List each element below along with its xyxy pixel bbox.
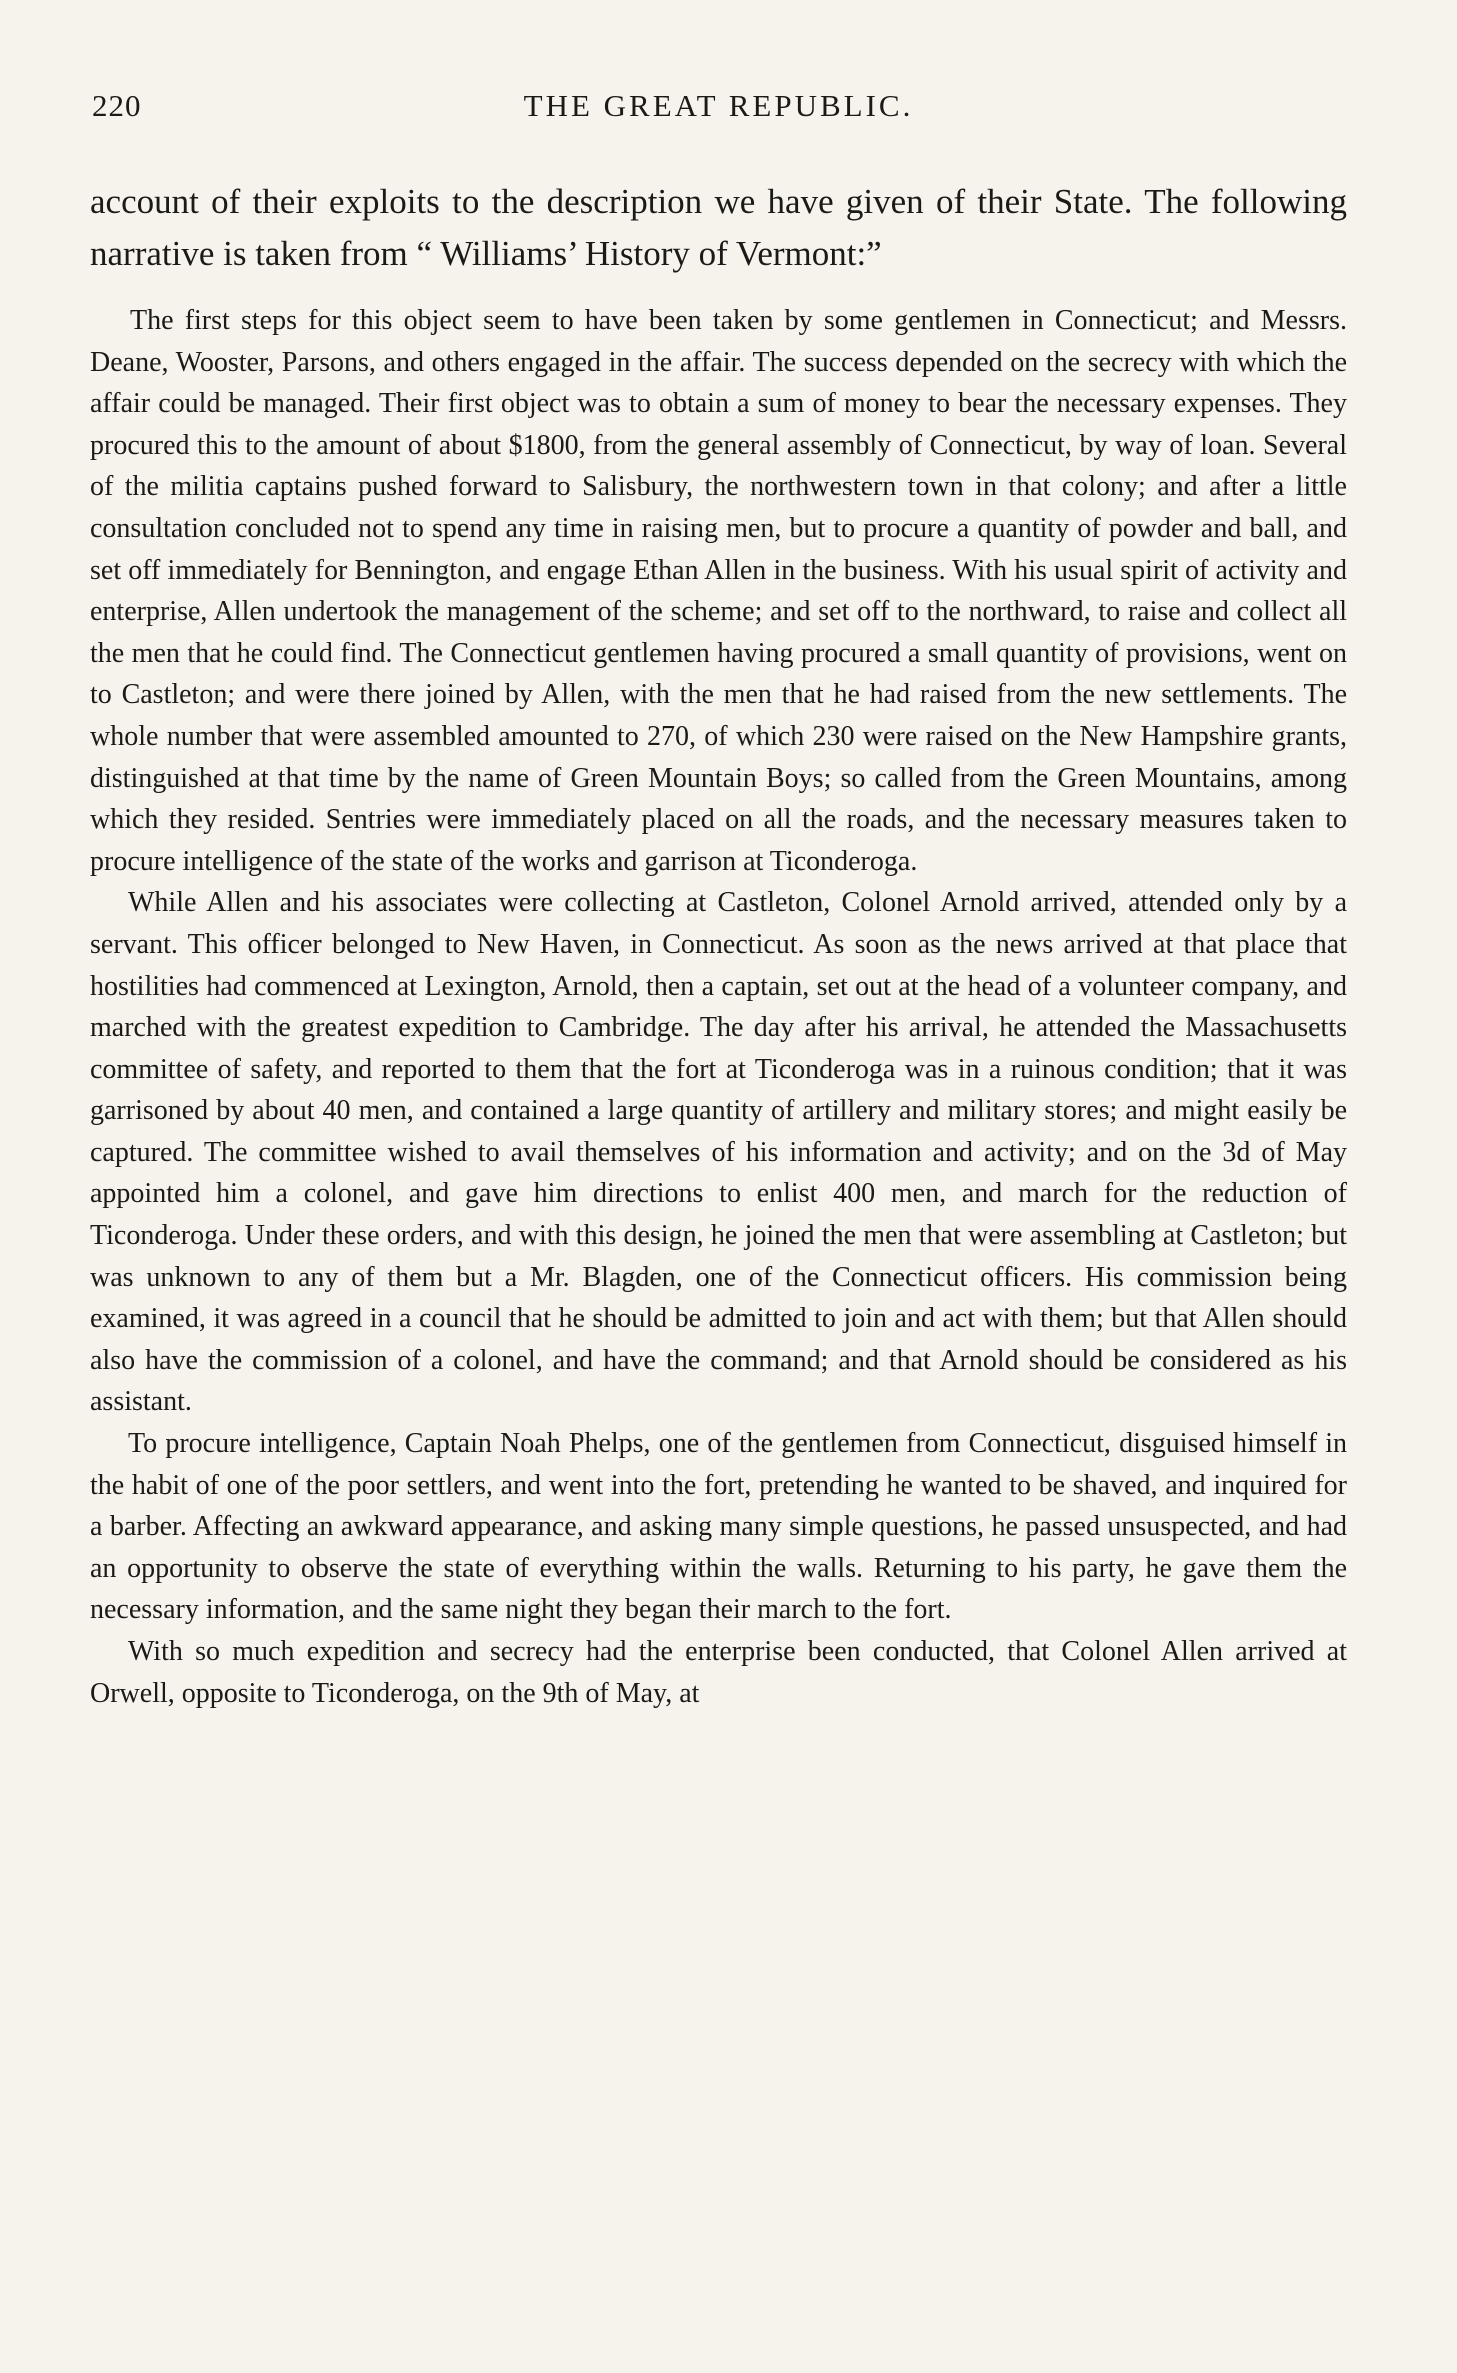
intro-paragraph: account of their exploits to the description we have given of their State. The following narrative is taken from “ Williams’ History of Vermont:”	[90, 182, 1347, 273]
page-number: 220	[92, 88, 142, 123]
running-title: THE GREAT REPUBLIC.	[523, 88, 914, 123]
page-header	[90, 88, 1347, 128]
quoted-narrative	[90, 300, 1347, 1714]
narrative-paragraph: While Allen and his associates were collecting at Castleton, Colonel Arnold arrived, attended only by a servant. This officer belonged to New Haven, in Connecticut. As soon as the news arrived at that place that hostilities had commenced at Lexington, Arnold, then a captain, set out at the head of a volunteer company, and marched with the greatest expedition to Cambridge. The day after his arrival, he attended the Massachusetts committee of safety, and reported to them that the fort at Ticonderoga was in a ruinous condition; that it was garrisoned by about 40 men, and contained a large quantity of artillery and military stores; and might easily be captured. The committee wished to avail themselves of his information and activity; and on the 3d of May appointed him a colonel, and gave him directions to enlist 400 men, and march for the reduction of Ticonderoga. Under these orders, and with this design, he joined the men that were assembling at Castleton; but was unknown to any of them but a Mr. Blagden, one of the Connecticut officers. His commission being examined, it was agreed in a council that he should be admitted to join and act with them; but that Allen should also have the commission of a colonel, and have the command; and that Arnold should be considered as his assistant.	[90, 887, 1347, 1418]
narrative-paragraph: To procure intelligence, Captain Noah Phelps, one of the gentlemen from Connecticut, disguised himself in the habit of one of the poor settlers, and went into the fort, pretending he wanted to be shaved, and inquired for a barber. Affecting an awkward appearance, and asking many simple questions, he passed unsuspected, and had an opportunity to observe the state of everything within the walls. Returning to his party, he gave them the necessary information, and the same night they began their march to the fort.	[90, 1428, 1347, 1626]
narrative-paragraph: With so much expedition and secrecy had the enterprise been conducted, that Colonel Allen arrived at Orwell, opposite to Ticonderoga, on the 9th of May, at	[90, 1636, 1347, 1709]
narrative-paragraph: The first steps for this object seem to have been taken by some gentlemen in Connecticut; and Messrs. Deane, Wooster, Parsons, and others engaged in the affair. The success depended on the secrecy with which the affair could be managed. Their first object was to obtain a sum of money to bear the necessary expenses. They procured this to the amount of about $1800, from the general assembly of Connecticut, by way of loan. Several of the militia captains pushed forward to Salisbury, the northwestern town in that colony; and after a little consultation concluded not to spend any time in raising men, but to procure a quantity of powder and ball, and set off immediately for Bennington, and engage Ethan Allen in the business. With his usual spirit of activity and enterprise, Allen undertook the management of the scheme; and set off to the northward, to raise and collect all the men that he could find. The Connecticut gentlemen having procured a small quantity of provisions, went on to Castleton; and were there joined by Allen, with the men that he had raised from the new settlements. The whole number that were assembled amounted to 270, of which 230 were raised on the New Hampshire grants, distinguished at that time by the name of Green Mountain Boys; so called from the Green Mountains, among which they resided. Sentries were immediately placed on all the roads, and the necessary measures taken to procure intelligence of the state of the works and garrison at Ticonderoga.	[90, 305, 1347, 877]
